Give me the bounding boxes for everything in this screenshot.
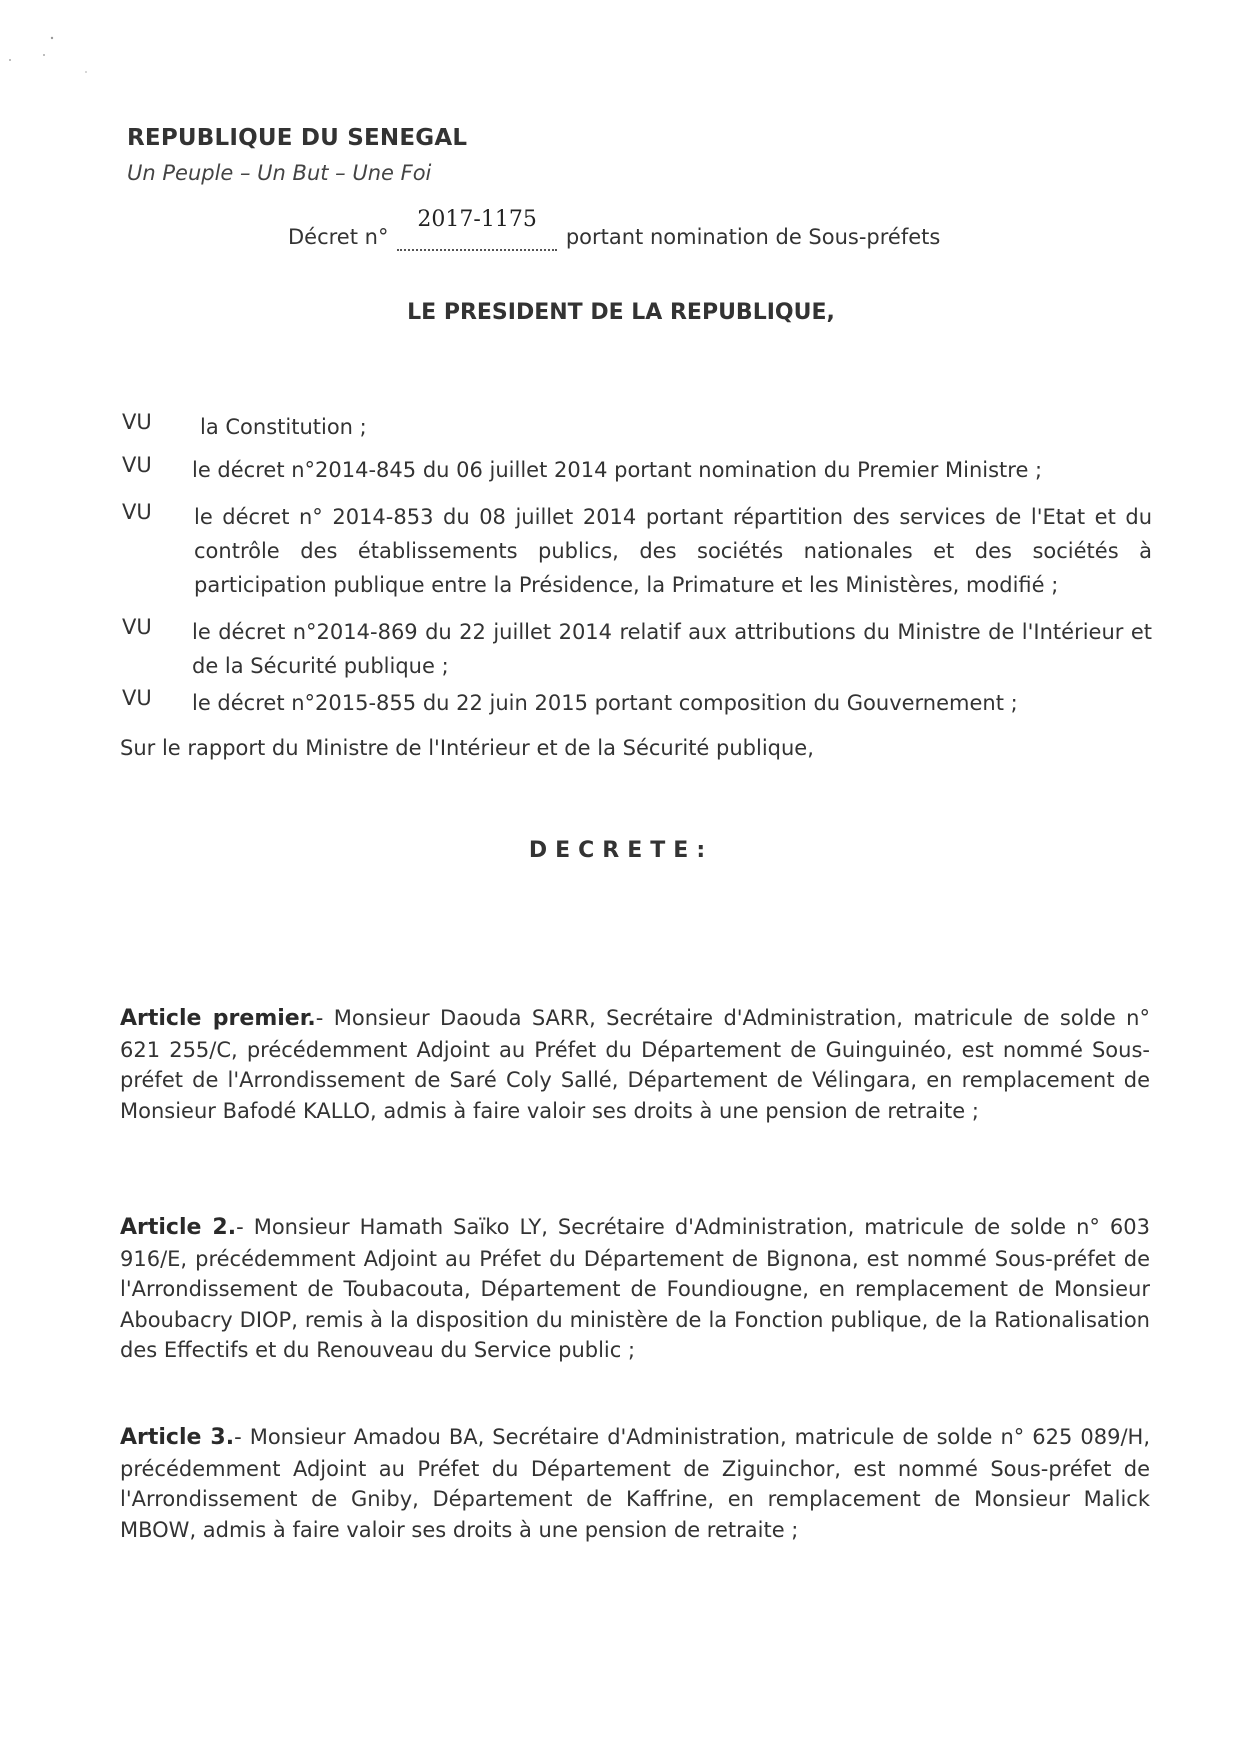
vu-text: la Constitution ; xyxy=(200,415,367,439)
vu-label: VU xyxy=(122,615,152,639)
vu-label: VU xyxy=(122,686,152,710)
decree-number: 2017-1175 xyxy=(417,207,537,232)
republic-heading: REPUBLIQUE DU SENEGAL xyxy=(127,125,468,151)
article-text: - Monsieur Hamath Saïko LY, Secrétaire d'Administration, matricule de solde n° 603 916/E, précédemment Adjoint au Préfet du Département de Bignona, est nommé Sous-préfet de l'Arrondissement de Toubacouta, Département de Foundiougne, en remplacement de Monsieur Aboubacry DIOP, remis à la disposition du ministère de la Fonction publique, de la Rationalisation des Effectifs et du Renouveau du Service public ; xyxy=(120,1215,1151,1362)
article-title: Article 3. xyxy=(120,1425,235,1450)
vu-text: le décret n°2014-869 du 22 juillet 2014 relatif aux attributions du Ministre de l'Intérieur et de la Sécurité publique ; xyxy=(192,620,1152,678)
article-first xyxy=(120,1003,1150,1126)
decree-subject: portant nomination de Sous-préfets xyxy=(565,225,941,249)
article-title: Article premier. xyxy=(120,1006,316,1031)
vu-label: VU xyxy=(122,453,152,477)
article-text: - Monsieur Daouda SARR, Secrétaire d'Administration, matricule de solde n° 621 255/C, précédemment Adjoint au Préfet du Département de Guinguinéo, est nommé Sous-préfet de l'Arrondissement de Saré Coly Sallé, Département de Vélingara, en remplacement de Monsieur Bafodé KALLO, admis à faire valoir ses droits à une pension de retraite ; xyxy=(120,1006,1150,1123)
rapport-line: Sur le rapport du Ministre de l'Intérieur et de la Sécurité publique, xyxy=(120,736,814,760)
vu-text: le décret n°2014-845 du 06 juillet 2014 portant nomination du Premier Ministre ; xyxy=(192,458,1043,482)
article-2 xyxy=(120,1212,1150,1366)
article-text: - Monsieur Amadou BA, Secrétaire d'Administration, matricule de solde n° 625 089/H, précédemment Adjoint au Préfet du Département de Ziguinchor, est nommé Sous-préfet de l'Arrondissement de Gniby, Département de Kaffrine, en remplacement de Monsieur Malick MBOW, admis à faire valoir ses droits à une pension de retraite ; xyxy=(120,1425,1151,1542)
article-3 xyxy=(120,1422,1150,1545)
decree-number-field xyxy=(397,207,557,251)
vu-label: VU xyxy=(122,410,152,434)
decree-title-line xyxy=(288,207,941,251)
decree-prefix: Décret n° xyxy=(288,225,389,249)
decrete-heading: DECRETE: xyxy=(528,838,714,863)
vu-text: le décret n° 2014-853 du 08 juillet 2014 portant répartition des services de l'Etat et du contrôle des établissements publics, des sociétés nationales et des sociétés à participation publique entre la Présidence, la Primature et les Ministères, modifié ; xyxy=(194,505,1152,597)
scan-specks xyxy=(0,0,120,90)
article-title: Article 2. xyxy=(120,1215,237,1240)
vu-text: le décret n°2015-855 du 22 juin 2015 portant composition du Gouvernement ; xyxy=(192,691,1018,715)
president-heading: LE PRESIDENT DE LA REPUBLIQUE, xyxy=(407,300,835,325)
national-motto: Un Peuple – Un But – Une Foi xyxy=(127,161,432,185)
vu-label: VU xyxy=(122,500,152,524)
